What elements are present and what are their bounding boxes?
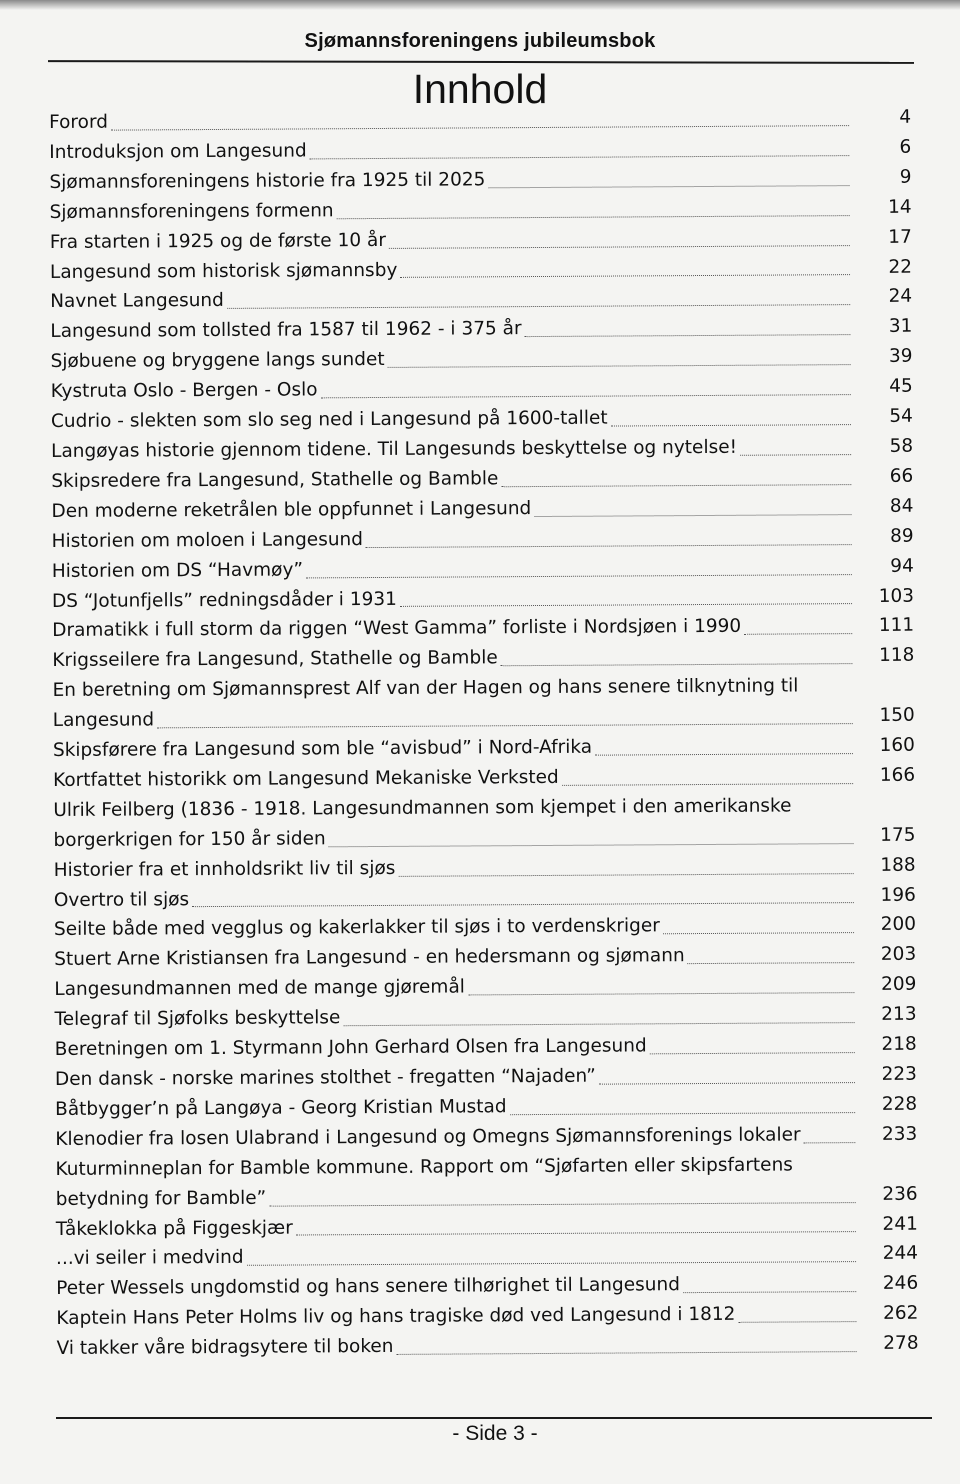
toc-entry-page: 200 xyxy=(880,914,917,936)
dot-leader xyxy=(663,932,854,934)
toc-entry-page: 14 xyxy=(888,196,912,218)
toc-entry-page: 111 xyxy=(878,615,915,637)
toc-entry-page: 223 xyxy=(881,1063,917,1085)
toc-entry xyxy=(53,791,915,856)
toc-entry-page: 31 xyxy=(888,316,913,338)
dot-leader xyxy=(562,783,853,786)
toc-entry-page: 9 xyxy=(899,166,912,188)
dot-leader xyxy=(306,574,852,578)
toc-entry-title: Kystruta Oslo - Bergen - Oslo xyxy=(50,379,318,403)
dot-leader xyxy=(397,1351,857,1355)
toc-entry-title: Beretningen om 1. Styrmann John Gerhard Olsen fra Langesund xyxy=(54,1035,647,1061)
toc-entry-title: Klenodier fra losen Ulabrand i Langesund og Omegns Sjømannsforenings lokaler xyxy=(55,1124,801,1150)
toc-entry-page: 94 xyxy=(890,555,914,577)
toc-entry-page: 66 xyxy=(889,465,914,487)
toc-entry-title: Historien om DS “Havmøy” xyxy=(51,559,304,582)
dot-leader xyxy=(501,663,853,666)
toc-entry-title-continued: borgerkrigen for 150 år siden xyxy=(53,828,326,851)
dot-leader xyxy=(329,843,854,847)
dot-leader xyxy=(343,1022,854,1026)
toc-entry-page: 278 xyxy=(883,1332,919,1355)
dot-leader xyxy=(400,275,850,279)
page-number: - Side 3 - xyxy=(452,1422,538,1445)
toc-entry-title: Kaptein Hans Peter Holms liv og hans tragiske død ved Langesund i 1812 xyxy=(56,1304,736,1330)
toc-entry-page: 24 xyxy=(888,286,913,308)
dot-leader xyxy=(296,1232,856,1236)
toc-entry-page: 166 xyxy=(879,764,916,786)
dot-leader xyxy=(111,125,849,131)
book-title: Sjømannsforeningens jubileumsbok xyxy=(304,30,656,52)
table-of-contents xyxy=(49,103,919,1364)
toc-entry-page: 4 xyxy=(899,106,912,128)
dot-leader xyxy=(157,723,853,728)
toc-entry-page: 262 xyxy=(883,1302,919,1325)
footer-rule xyxy=(56,1417,932,1419)
toc-entry-page: 213 xyxy=(881,1003,917,1026)
toc-entry-title: Skipsførere fra Langesund som ble “avisbud” i Nord-Afrika xyxy=(52,736,593,762)
toc-entry-title: Historier fra et innholdsrikt liv til sjøs xyxy=(53,857,396,881)
toc-entry-title: Telegraf til Sjøfolks beskyttelse xyxy=(54,1007,341,1031)
toc-entry-title-continued: betydning for Bamble” xyxy=(55,1187,267,1210)
toc-entry-page: 209 xyxy=(880,973,917,996)
toc-entry-page: 58 xyxy=(889,435,914,457)
toc-entry-page: 218 xyxy=(881,1033,917,1056)
dot-leader xyxy=(744,633,852,635)
toc-entry-title: Historien om moloen i Langesund xyxy=(51,528,364,552)
dot-leader xyxy=(247,1261,856,1266)
toc-entry-page: 233 xyxy=(881,1123,918,1145)
toc-entry-page: 244 xyxy=(882,1243,919,1265)
dot-leader xyxy=(468,992,854,995)
toc-entry-title: Båtbygger’n på Langøya - Georg Kristian Mustad xyxy=(55,1096,507,1120)
dot-leader xyxy=(525,334,851,337)
toc-entry-title: Skipsredere fra Langesund, Stathelle og Bamble xyxy=(51,468,499,492)
dot-leader xyxy=(611,424,851,426)
dot-leader xyxy=(488,185,849,188)
dot-leader xyxy=(688,962,855,964)
toc-entry-title: Sjømannsforeningens historie fra 1925 til 2025 xyxy=(49,169,486,193)
dot-leader xyxy=(650,1052,855,1054)
toc-entry-title: Langesund som historisk sjømannsby xyxy=(49,259,398,283)
dot-leader xyxy=(683,1291,856,1293)
toc-entry-title: Sjøbuene og bryggene langs sundet xyxy=(50,349,385,373)
toc-entry-title: Overtro til sjøs xyxy=(53,888,190,911)
toc-entry-title: Dramatikk i full storm da riggen “West Gamma” forliste i Nordsjøen i 1990 xyxy=(52,616,742,642)
toc-entry-page: 160 xyxy=(879,734,915,756)
dot-leader xyxy=(310,155,850,159)
dot-leader xyxy=(510,1112,855,1115)
toc-entry-page: 39 xyxy=(888,345,913,368)
dot-leader xyxy=(599,1082,855,1085)
toc-entry xyxy=(52,671,914,736)
dot-leader xyxy=(227,304,850,309)
toc-entry-page: 236 xyxy=(882,1183,918,1205)
toc-entry-page: 45 xyxy=(889,375,913,398)
toc-entry-title: Introduksjon om Langesund xyxy=(49,140,307,163)
toc-entry-title-continued: Langesund xyxy=(52,709,155,732)
dot-leader xyxy=(366,544,852,548)
dot-leader xyxy=(269,1202,855,1207)
dot-leader xyxy=(740,454,851,456)
toc-entry-page: 17 xyxy=(888,226,912,248)
toc-entry-title: Langesundmannen med de mange gjøremål xyxy=(54,976,465,1001)
toc-entry-title: Kortfattet historikk om Langesund Mekaniske Verksted xyxy=(53,766,559,791)
dot-leader xyxy=(738,1321,856,1323)
dot-leader xyxy=(501,484,851,487)
toc-entry-page: 241 xyxy=(882,1213,918,1235)
toc-entry-title: Vi takker våre bidragsytere til boken xyxy=(56,1336,394,1360)
toc-entry-title: ...vi seiler i medvind xyxy=(55,1247,244,1270)
toc-entry-title: Langesund som tollsted fra 1587 til 1962 - i 375 år xyxy=(50,318,522,343)
toc-entry-title: Cudrio - slekten som slo seg ned i Langesund på 1600-tallet xyxy=(50,407,608,433)
toc-entry-page: 89 xyxy=(890,525,914,547)
toc-entry xyxy=(56,1329,918,1364)
toc-entry-title: En beretning om Sjømannsprest Alf van der Hagen og hans senere tilknytning til xyxy=(52,675,799,702)
toc-entry-title: Den dansk - norske marines stolthet - fregatten “Najaden” xyxy=(54,1065,596,1090)
dot-leader xyxy=(400,604,852,608)
toc-entry-page: 196 xyxy=(880,884,916,906)
toc-entry-title: Seilte både med vegglus og kakerlakker til sjøs i to verdenskriger xyxy=(53,915,660,941)
toc-entry xyxy=(55,1149,917,1214)
toc-entry-title: Forord xyxy=(49,111,108,133)
toc-entry-page: 203 xyxy=(880,944,917,966)
toc-entry-page: 22 xyxy=(888,256,913,278)
toc-entry-page: 175 xyxy=(880,824,916,846)
toc-entry-title: Stuert Arne Kristiansen fra Langesund - en hedersmann og sjømann xyxy=(54,945,685,971)
toc-entry-title: Krigsseilere fra Langesund, Stathelle og Bamble xyxy=(52,647,498,672)
toc-entry-title: Navnet Langesund xyxy=(50,290,224,313)
dot-leader xyxy=(388,364,851,368)
toc-entry-title: Kuturminneplan for Bamble kommune. Rapport om “Sjøfarten eller skipsfartens xyxy=(55,1154,793,1180)
toc-entry-page: 188 xyxy=(880,854,916,876)
page-title: Innhold xyxy=(412,66,548,112)
toc-entry-page: 54 xyxy=(889,405,913,427)
toc-entry-page: 84 xyxy=(889,495,914,517)
dot-leader xyxy=(321,394,851,398)
dot-leader xyxy=(804,1142,856,1143)
dot-leader xyxy=(192,903,854,908)
toc-entry-page: 118 xyxy=(878,645,915,667)
toc-entry-title: Ulrik Feilberg (1836 - 1918. Langesundmannen som kjempet i den amerikanske xyxy=(53,795,792,821)
toc-entry-title: Peter Wessels ungdomstid og hans senere tilhørighet til Langesund xyxy=(56,1274,681,1300)
toc-entry-page: 228 xyxy=(881,1093,918,1115)
toc-entry-page: 150 xyxy=(879,704,915,727)
toc-entry-page: 103 xyxy=(878,585,915,607)
dot-leader xyxy=(398,873,853,877)
toc-entry-title: Tåkeklokka på Figgeskjær xyxy=(55,1217,293,1240)
toc-entry-title: DS “Jotunfjells” redningsdåder i 1931 xyxy=(51,588,397,612)
toc-entry-title: Langøyas historie gjennom tidene. Til Langesunds beskyttelse og nytelse! xyxy=(51,436,738,462)
toc-entry-title: Sjømannsforeningens formenn xyxy=(49,199,334,223)
dot-leader xyxy=(337,215,850,219)
dot-leader xyxy=(595,753,853,756)
dot-leader xyxy=(534,514,851,517)
toc-entry-page: 6 xyxy=(899,136,912,158)
toc-entry-title: Den moderne reketrålen ble oppfunnet i Langesund xyxy=(51,497,532,522)
dot-leader xyxy=(389,245,850,249)
toc-entry-title: Fra starten i 1925 og de første 10 år xyxy=(49,229,386,253)
scan-edge-shadow xyxy=(0,0,960,10)
toc-entry-page: 246 xyxy=(882,1273,919,1295)
